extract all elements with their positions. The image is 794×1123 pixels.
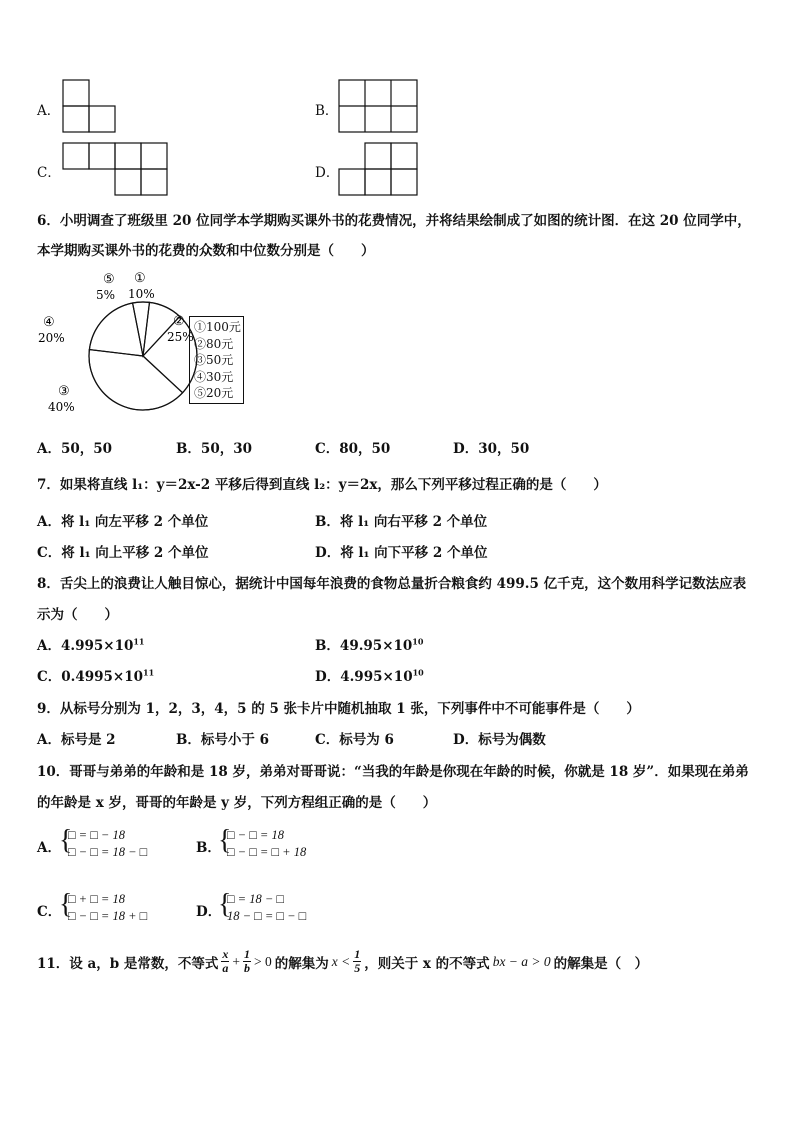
brace-icon: {	[218, 889, 232, 920]
q10-option-d-system: □ = 18 − □ 18 − □ = □ − □	[227, 892, 307, 923]
q8-option-c: C．$0.4995\times 10^{11}$	[37, 667, 155, 685]
brace-icon: {	[59, 825, 73, 856]
q5-figure-d	[336, 140, 420, 198]
pie-slice-marker: ①	[134, 271, 146, 286]
brace-icon: {	[218, 825, 232, 856]
q6-option-a: A．50，50	[37, 441, 113, 457]
q10-option-d-label: D．	[196, 904, 222, 920]
q8-option-b: B．$49.95\times 10^{10}$	[315, 636, 424, 654]
q6-stem-line1: 6．小明调查了班级里 20 位同学本学期购买课外书的花费情况，并将结果绘制成了如图的统计图．在这 20 位同学中，	[37, 213, 751, 229]
pie-slice-marker: ④	[43, 315, 55, 330]
q9-option-c: C．标号为 6	[315, 732, 394, 748]
q7-stem: 7．如果将直线 l₁：y＝2x-2 平移后得到直线 l₂：y＝2x，那么下列平移过程正确的是（ ）	[37, 477, 607, 493]
brace-icon: {	[59, 889, 73, 920]
pie-legend	[189, 316, 244, 404]
q6-stem-line2: 本学期购买课外书的花费的众数和中位数分别是（ ）	[37, 243, 375, 259]
q5-figure-c	[60, 140, 170, 198]
q9-stem: 9．从标号分别为 1，2，3，4，5 的 5 张卡片中随机抽取 1 张，下列事件中不可能事件是（ ）	[37, 701, 640, 717]
legend-item: ②80元	[194, 336, 234, 351]
legend-item: ①100元	[194, 320, 241, 334]
q10-option-b-system: □ − □ = 18 □ − □ = □ + 18	[227, 828, 307, 859]
q5-option-a-label: A．	[37, 103, 61, 119]
q10-option-b-label: B．	[196, 840, 221, 856]
q9-option-a: A．标号是 2	[37, 732, 116, 748]
pie-slice-marker: ③	[58, 384, 70, 399]
legend-item: ③50元	[194, 353, 234, 367]
pie-slice-marker: ⑤	[103, 272, 115, 287]
q5-figure-b	[336, 78, 420, 136]
q7-option-d: D．将 l₁ 向下平移 2 个单位	[315, 545, 488, 561]
fraction-x-over-a: $\frac{x}{a}$	[222, 947, 229, 975]
q7-option-c: C．将 l₁ 向上平移 2 个单位	[37, 545, 209, 561]
q10-stem-line1: 10．哥哥与弟弟的年龄和是 18 岁，弟弟对哥哥说：“当我的年龄是你现在年龄的时候，你就是 18 岁”．如果现在弟弟	[37, 764, 749, 780]
q8-option-a: A．$4.995\times 10^{11}$	[37, 636, 145, 654]
q10-stem-line2: 的年龄是 x 岁，哥哥的年龄是 y 岁，下列方程组正确的是（ ）	[37, 795, 437, 811]
q6-option-c: C．80，50	[315, 441, 391, 457]
legend-item: ④30元	[194, 369, 234, 384]
fraction-1-over-b: $\frac{1}{b}$	[244, 947, 250, 975]
q10-option-c-system: □ + □ = 18 □ − □ = 18 + □	[68, 892, 148, 923]
q6-option-d: D．30，50	[453, 441, 530, 457]
pie-slice-percent: 20%	[38, 331, 65, 345]
pie-slice-percent: 5%	[96, 288, 116, 302]
legend-item: ⑤20元	[194, 386, 234, 400]
pie-slice-percent: 10%	[128, 287, 155, 301]
q6-option-b: B．50，30	[176, 441, 252, 457]
q8-stem-line1: 8．舌尖上的浪费让人触目惊心，据统计中国每年浪费的食物总量折合粮食约 499.5 亿千克，这个数用科学记数法应表	[37, 576, 747, 592]
pie-slice-marker: ②	[173, 314, 185, 329]
q10-option-a-system: □ = □ − 18 □ − □ = 18 − □	[68, 828, 148, 859]
q5-option-b-label: B．	[315, 103, 339, 119]
q8-option-d: D．$4.995\times 10^{10}$	[315, 667, 424, 685]
q7-option-a: A．将 l₁ 向左平移 2 个单位	[37, 514, 209, 530]
q10-option-c-label: C．	[37, 904, 62, 920]
pie-slice-percent: 25%	[167, 330, 194, 344]
q7-option-b: B．将 l₁ 向右平移 2 个单位	[315, 514, 488, 530]
q5-option-d-label: D．	[315, 165, 340, 181]
fraction-1-over-5: $\frac{1}{5}$	[354, 947, 361, 975]
q5-figure-a	[60, 78, 118, 136]
q10-option-a-label: A．	[37, 840, 61, 856]
q11-stem: 11．设 a，b 是常数，不等式 $\frac{x}{a}$ + $\frac{1}{b}$ > 0 的解集为 x < $\frac{1}{5}$ ，则关于 x 的不等式 bx − a > 0 的解集是（ ）	[37, 947, 649, 975]
q9-option-d: D．标号为偶数	[453, 732, 546, 748]
q5-option-c-label: C．	[37, 165, 61, 181]
pie-slice-percent: 40%	[48, 400, 75, 414]
q8-stem-line2: 示为（ ）	[37, 607, 118, 623]
q9-option-b: B．标号小于 6	[176, 732, 270, 748]
